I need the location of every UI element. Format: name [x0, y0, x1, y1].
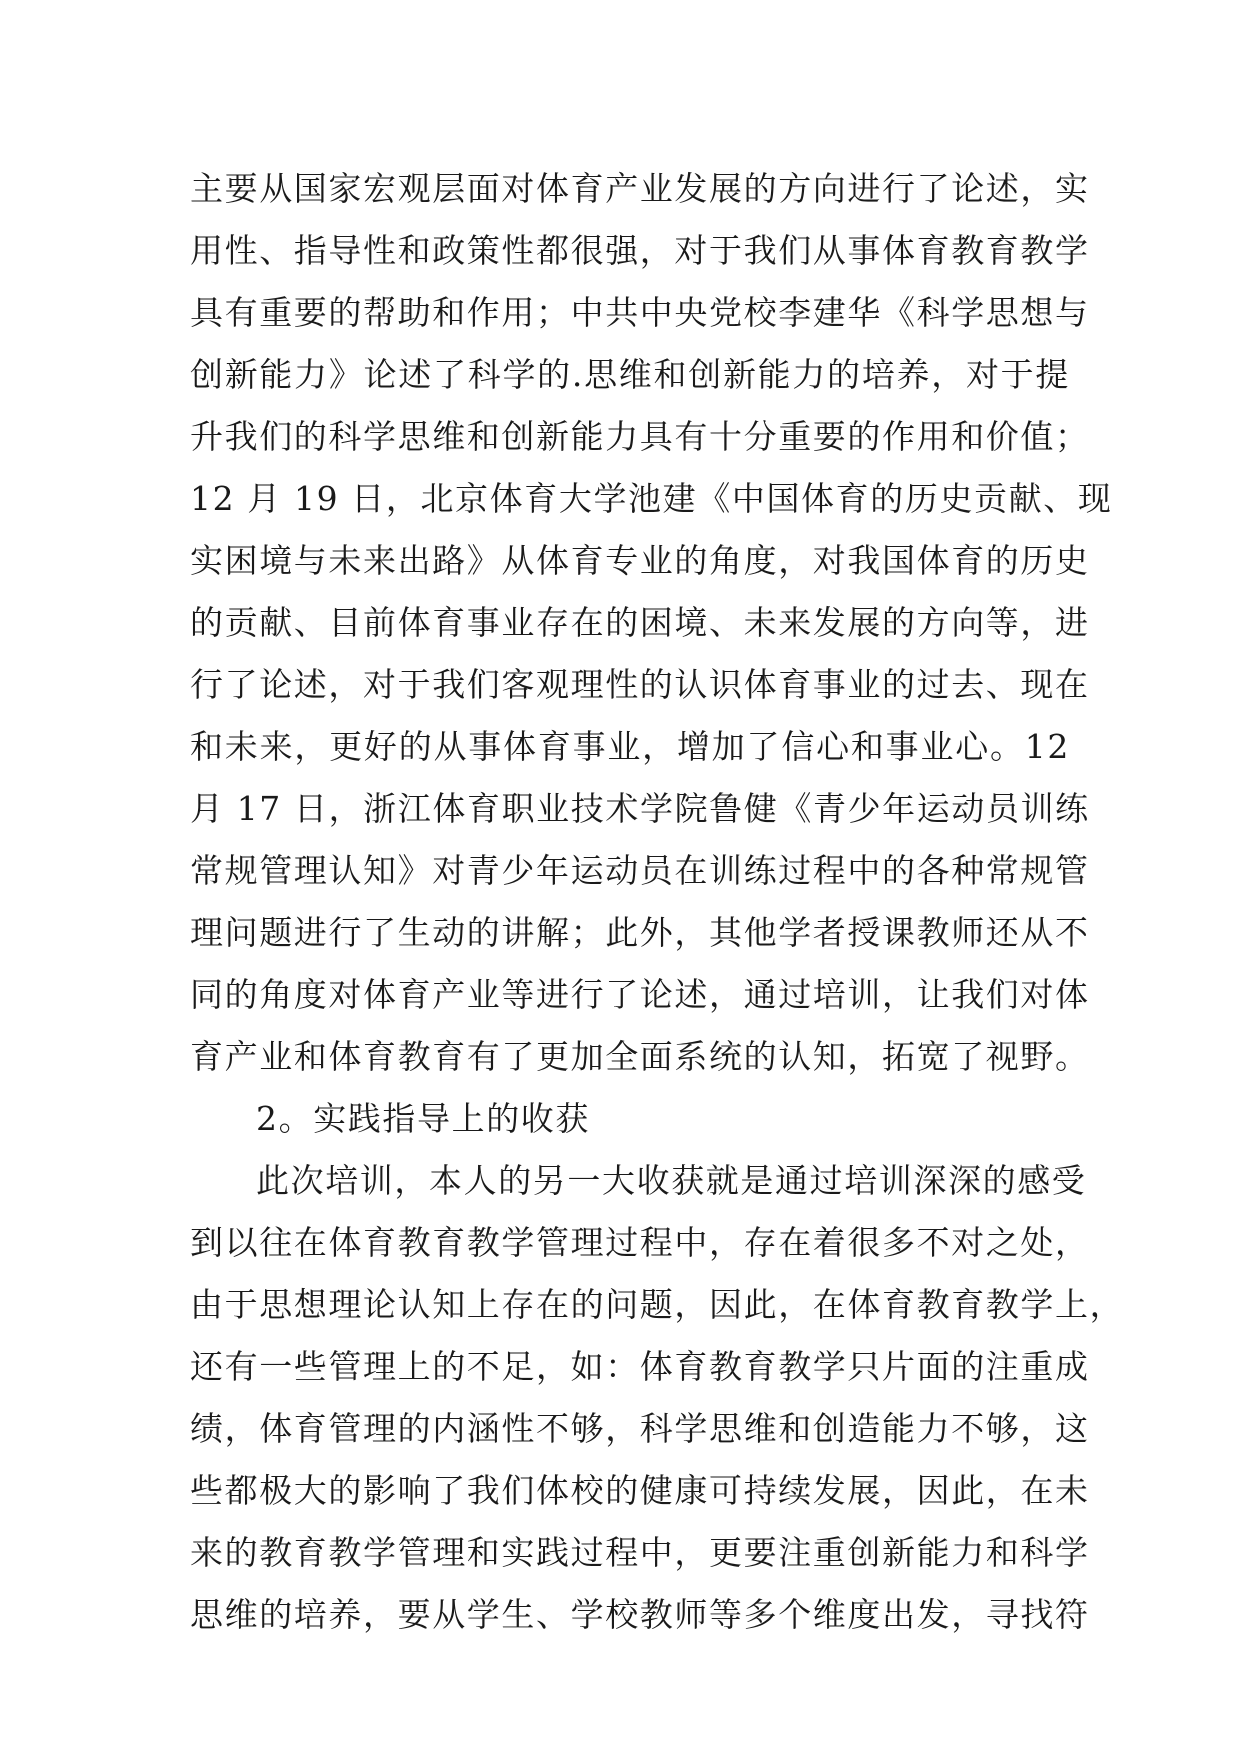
text-line: 育产业和体育教育有了更加全面系统的认知，拓宽了视野。 — [190, 1037, 1090, 1076]
text-line: 具有重要的帮助和作用；中共中央党校李建华《科学思想与 — [190, 293, 1090, 332]
text-line: 到以往在体育教育教学管理过程中，存在着很多不对之处， — [190, 1223, 1090, 1262]
text-line: 行了论述，对于我们客观理性的认识体育事业的过去、现在 — [190, 665, 1090, 704]
text-line: 用性、指导性和政策性都很强，对于我们从事体育教育教学 — [190, 231, 1090, 270]
text-line: 和未来，更好的从事体育事业，增加了信心和事业心。12 — [190, 727, 1070, 766]
text-line: 12 月 19 日，北京体育大学池建《中国体育的历史贡献、现 — [190, 479, 1113, 518]
text-line: 同的角度对体育产业等进行了论述，通过培训，让我们对体 — [190, 975, 1090, 1014]
text-line: 升我们的科学思维和创新能力具有十分重要的作用和价值； — [190, 417, 1090, 456]
text-line: 此次培训，本人的另一大收获就是通过培训深深的感受 — [256, 1161, 1087, 1200]
text-line: 月 17 日，浙江体育职业技术学院鲁健《青少年运动员训练 — [190, 789, 1090, 828]
text-line: 理问题进行了生动的讲解；此外，其他学者授课教师还从不 — [190, 913, 1090, 952]
text-line: 些都极大的影响了我们体校的健康可持续发展，因此，在未 — [190, 1471, 1090, 1510]
text-line: 实困境与未来出路》从体育专业的角度，对我国体育的历史 — [190, 541, 1090, 580]
text-line: 还有一些管理上的不足，如：体育教育教学只片面的注重成 — [190, 1347, 1090, 1386]
text-line: 主要从国家宏观层面对体育产业发展的方向进行了论述，实 — [190, 169, 1090, 208]
text-line: 来的教育教学管理和实践过程中，更要注重创新能力和科学 — [190, 1533, 1090, 1572]
text-line: 常规管理认知》对青少年运动员在训练过程中的各种常规管 — [190, 851, 1090, 890]
text-line: 思维的培养，要从学生、学校教师等多个维度出发，寻找符 — [190, 1595, 1090, 1634]
text-line: 由于思想理论认知上存在的问题，因此，在体育教育教学上， — [190, 1285, 1125, 1324]
body-text — [190, 158, 1125, 1646]
text-line: 创新能力》论述了科学的.思维和创新能力的培养，对于提 — [190, 355, 1070, 394]
text-line: 的贡献、目前体育事业存在的困境、未来发展的方向等，进 — [190, 603, 1090, 642]
text-line: 2。实践指导上的收获 — [256, 1099, 590, 1138]
text-line: 绩，体育管理的内涵性不够，科学思维和创造能力不够，这 — [190, 1409, 1090, 1448]
